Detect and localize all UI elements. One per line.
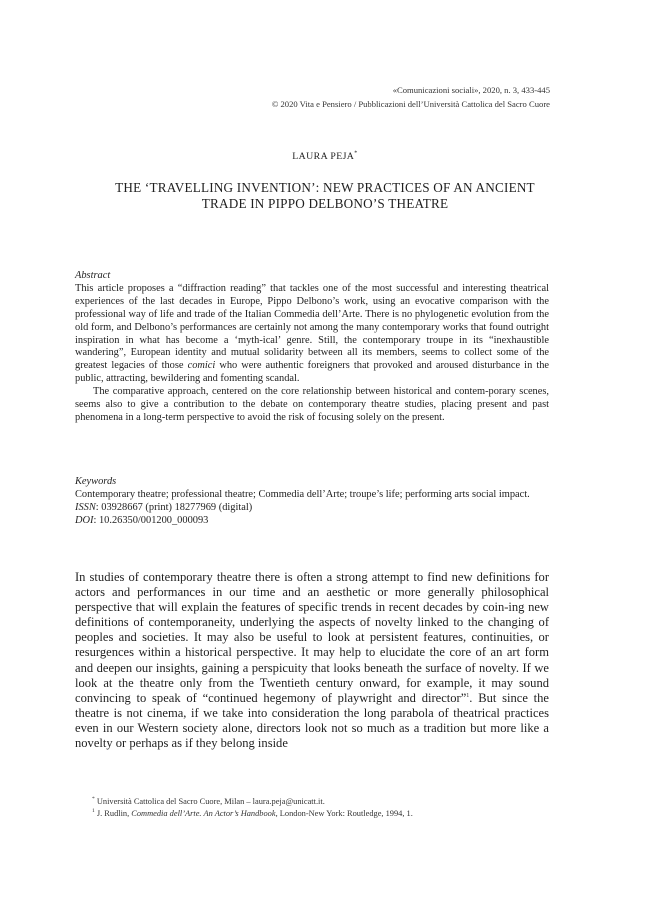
- body-text-a: In studies of contemporary theatre there is often a strong attempt to find new definitions for actors and performances in our time and an aesthetic or more generally philosophical perspective that will explain the features of specific trends in recent decades by coin-ing new definitions of contemporaneity, underlying the aspects of novelty linked to the changing of peoples and societies. It may also be useful to look at persistent features, continuities, or resurgences within a historical perspective. It may help to elucidate the core of an art form and deepen our insights, gaining a perspicuity that looks beneath the surface of novelty. If we look at the theatre only from the Twentieth century onward, for example, it may sound convincing to speak of “continued hegemony of playwright and director”: [75, 570, 549, 705]
- body-paragraph: [75, 570, 549, 751]
- doi-value: : 10.26350/001200_000093: [93, 514, 209, 526]
- keywords-heading: Keywords: [75, 476, 117, 487]
- title-line-1: THE ‘TRAVELLING INVENTION’: NEW PRACTICES OF AN ANCIENT: [115, 180, 535, 195]
- author-name: LAURA PEJA: [292, 151, 355, 162]
- footnote-1: [92, 808, 552, 820]
- footnote-author: [92, 796, 552, 808]
- body-text: [75, 570, 549, 751]
- footnote-1-pre: J. Rudlin,: [94, 809, 132, 818]
- abstract-section: [75, 270, 549, 425]
- journal-citation: «Comunicazioni sociali», 2020, n. 3, 433-445: [392, 85, 550, 95]
- issn-label: ISSN: [75, 501, 96, 513]
- footnote-reference-1[interactable]: 1: [466, 692, 470, 699]
- author-footnote-mark: *: [354, 150, 358, 157]
- body-text-b: . But since the theatre is not cinema, if we take into consideration the long parabola of theatrical practices even in our Western society alone, directors look not so much as a tradition but more like a novelty or perhaps as if they belong inside: [75, 690, 549, 751]
- copyright-notice: © 2020 Vita e Pensiero / Pubblicazioni dell’Università Cattolica del Sacro Cuore: [271, 98, 550, 109]
- running-header: [272, 84, 550, 111]
- title-line-2: TRADE IN PIPPO DELBONO’S THEATRE: [201, 196, 449, 211]
- footnote-author-mark: *: [92, 796, 95, 803]
- footnote-author-text: Università Cattolica del Sacro Cuore, Milan – laura.peja@unicatt.it.: [94, 797, 325, 806]
- abstract-text-a: This article proposes a “diffraction reading” that tackles one of the most successful and interesting theatrical experiences of the last decades in Europe, Pippo Delbono’s work, using an evocative comparison with the professional way of life and trade of the Italian Commedia dell’Arte. There is no phylogenetic evolution from the old form, and Delbono’s performances are certainly not among the many contemporary works that found outright inspiration in what has become a ‘myth-ical’ genre. Still, the contemporary troupe in its “inexhaustible wandering”, European identity and mutual solidarity between all its members, seems to collect some of the greatest legacies of those: [75, 282, 549, 372]
- footnote-1-mark: 1: [92, 808, 95, 815]
- abstract-heading: Abstract: [75, 270, 111, 281]
- abstract-paragraph-2: The comparative approach, centered on the core relationship between historical and contem-porary scenes, seems also to give a contribution to the debate on contemporary theatre studies, placing present and past phenomena in a long-term perspective to avoid the risk of focusing solely on the present.: [75, 386, 549, 423]
- footnotes: [92, 796, 552, 820]
- doi-label: DOI: [75, 514, 94, 526]
- author-line: [0, 151, 650, 162]
- abstract-text-b: who were authentic foreigners that provoked and aroused disturbance in the public, attracting, bewildering and fomenting scandal.: [75, 360, 550, 385]
- article-title: [60, 180, 590, 212]
- footnote-1-post: , London-New York: Routledge, 1994, 1.: [275, 809, 413, 818]
- abstract-paragraph-1: [75, 283, 549, 386]
- footnote-1-title: Commedia dell’Arte. An Actor’s Handbook: [131, 809, 276, 818]
- doi-line: [75, 515, 549, 528]
- issn-line: [75, 502, 549, 515]
- abstract-emphasis: comici: [187, 360, 216, 372]
- keywords-list: Contemporary theatre; professional theatre; Commedia dell’Arte; troupe’s life; performing arts social impact.: [75, 488, 530, 500]
- keywords-section: [75, 476, 549, 528]
- issn-value: : 03928667 (print) 18277969 (digital): [95, 501, 253, 513]
